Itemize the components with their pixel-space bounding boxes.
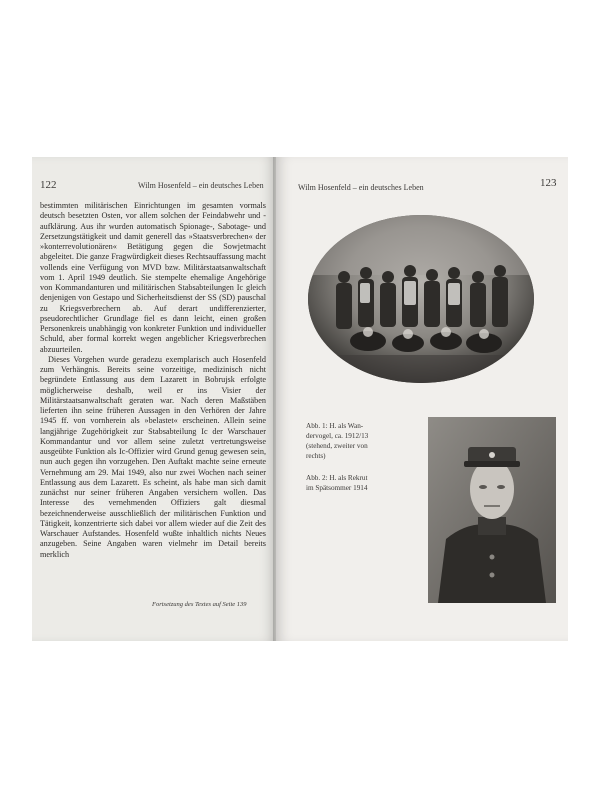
portrait-illustration [428,417,556,603]
recruit-portrait-photo [428,417,556,603]
left-page [32,157,276,641]
right-page [276,157,568,641]
caption-figure-2: Abb. 2: H. als Rekrut im Spätsommer 1914 [306,474,368,492]
body-text [40,201,266,560]
book-spread [32,157,568,641]
paragraph-2: Dieses Vorgehen wurde geradezu exemplarisch auch Hosenfeld zum Verhängnis. Bereits seine vorzeitige, medizinisch nicht begründete Entlassung aus dem Lazarett in Bobrujsk erfolgte möglicherweise deshalb, weil er ins Visier der Militärstaatsanwaltschaft geraten war. Nach deren Maßstäben lieferten ihn seine früheren Aussagen in den Verhören der Jahre 1945 ff. von vornherein als »belastet« erscheinen. Allein seine langjährige Zugehörigkeit zur Stabsabteilung Ic der Warschauer Kommandantur und vor allem seine zuletzt vertretungsweise ausgeübte Funktion als Ic-Offizier wird Grund genug gewesen sein, nun auch gegen ihn vorzugehen. Den Auftakt machte seine erneute Vernehmung am 29. Mai 1949, also nur zwei Wochen nach seiner Entlassung aus dem Lazarett. Es scheint, als habe man sich damit zunächst nur seiner früheren Angaben versichern wollen. Das Interesse des vernehmenden Offiziers galt diesmal bezeichnenderweise ausschließlich der militärischen Funktion und Tätigkeit, konzentrierte sich dabei vor allem wieder auf die Zeit des Warschauer Aufstandes. Hosenfeld wußte inhaltlich nichts Neues anzugeben. Seine Angaben waren vielmehr im Detail bereits merklich [40,354,266,559]
paragraph-1: bestimmten militärischen Einrichtungen im gesamten vormals deutsch besetzten Osten, vor allem solchen der Feindabwehr und -aufklärung. Aus ihr wurden automatisch Spionage-, Sabotage- und Zersetzungstätigkeit und damit generell das »Staatsverbrechen« der »konterrevolutionären« Betätigung gegen die Sowjetmacht abgeleitet. Die ganze Fragwürdigkeit dieses Rechtsauffassung macht vollends eine Verfügung von MVD bzw. Militärstaatsanwaltschaft vom 1. April 1949 deutlich. Sie stempelte ehemalige Angehörige von Kommandanturen und militärischen Stabsabteilungen Ic gleich denjenigen von Gestapo und Sicherheitsdienst der SS (SD) pauschal zu Kriegsverbrechern ab. Auf derart undifferenzierter, pseudorechtlicher Grundlage fiel es dann leicht, einen großen Personenkreis unabhängig von konkreter Funktion und individueller Schuld, aber formal korrekt wegen angeblicher Kriegsverbrechen abzuurteilen. [40,201,266,354]
continuation-note: Fortsetzung des Textes auf Seite 139 [152,601,247,608]
group-photo-illustration [308,215,534,383]
wandervogel-group-photo [308,215,534,383]
page-number-left: 122 [40,179,57,191]
page-number-right: 123 [540,177,557,189]
running-head-right: Wilm Hosenfeld – ein deutsches Leben [298,183,424,192]
caption-figure-1: Abb. 1: H. als Wan- dervogel, ca. 1912/13 (stehend, zweiter von rechts) [306,422,369,460]
running-head-left: Wilm Hosenfeld – ein deutsches Leben [138,181,264,190]
